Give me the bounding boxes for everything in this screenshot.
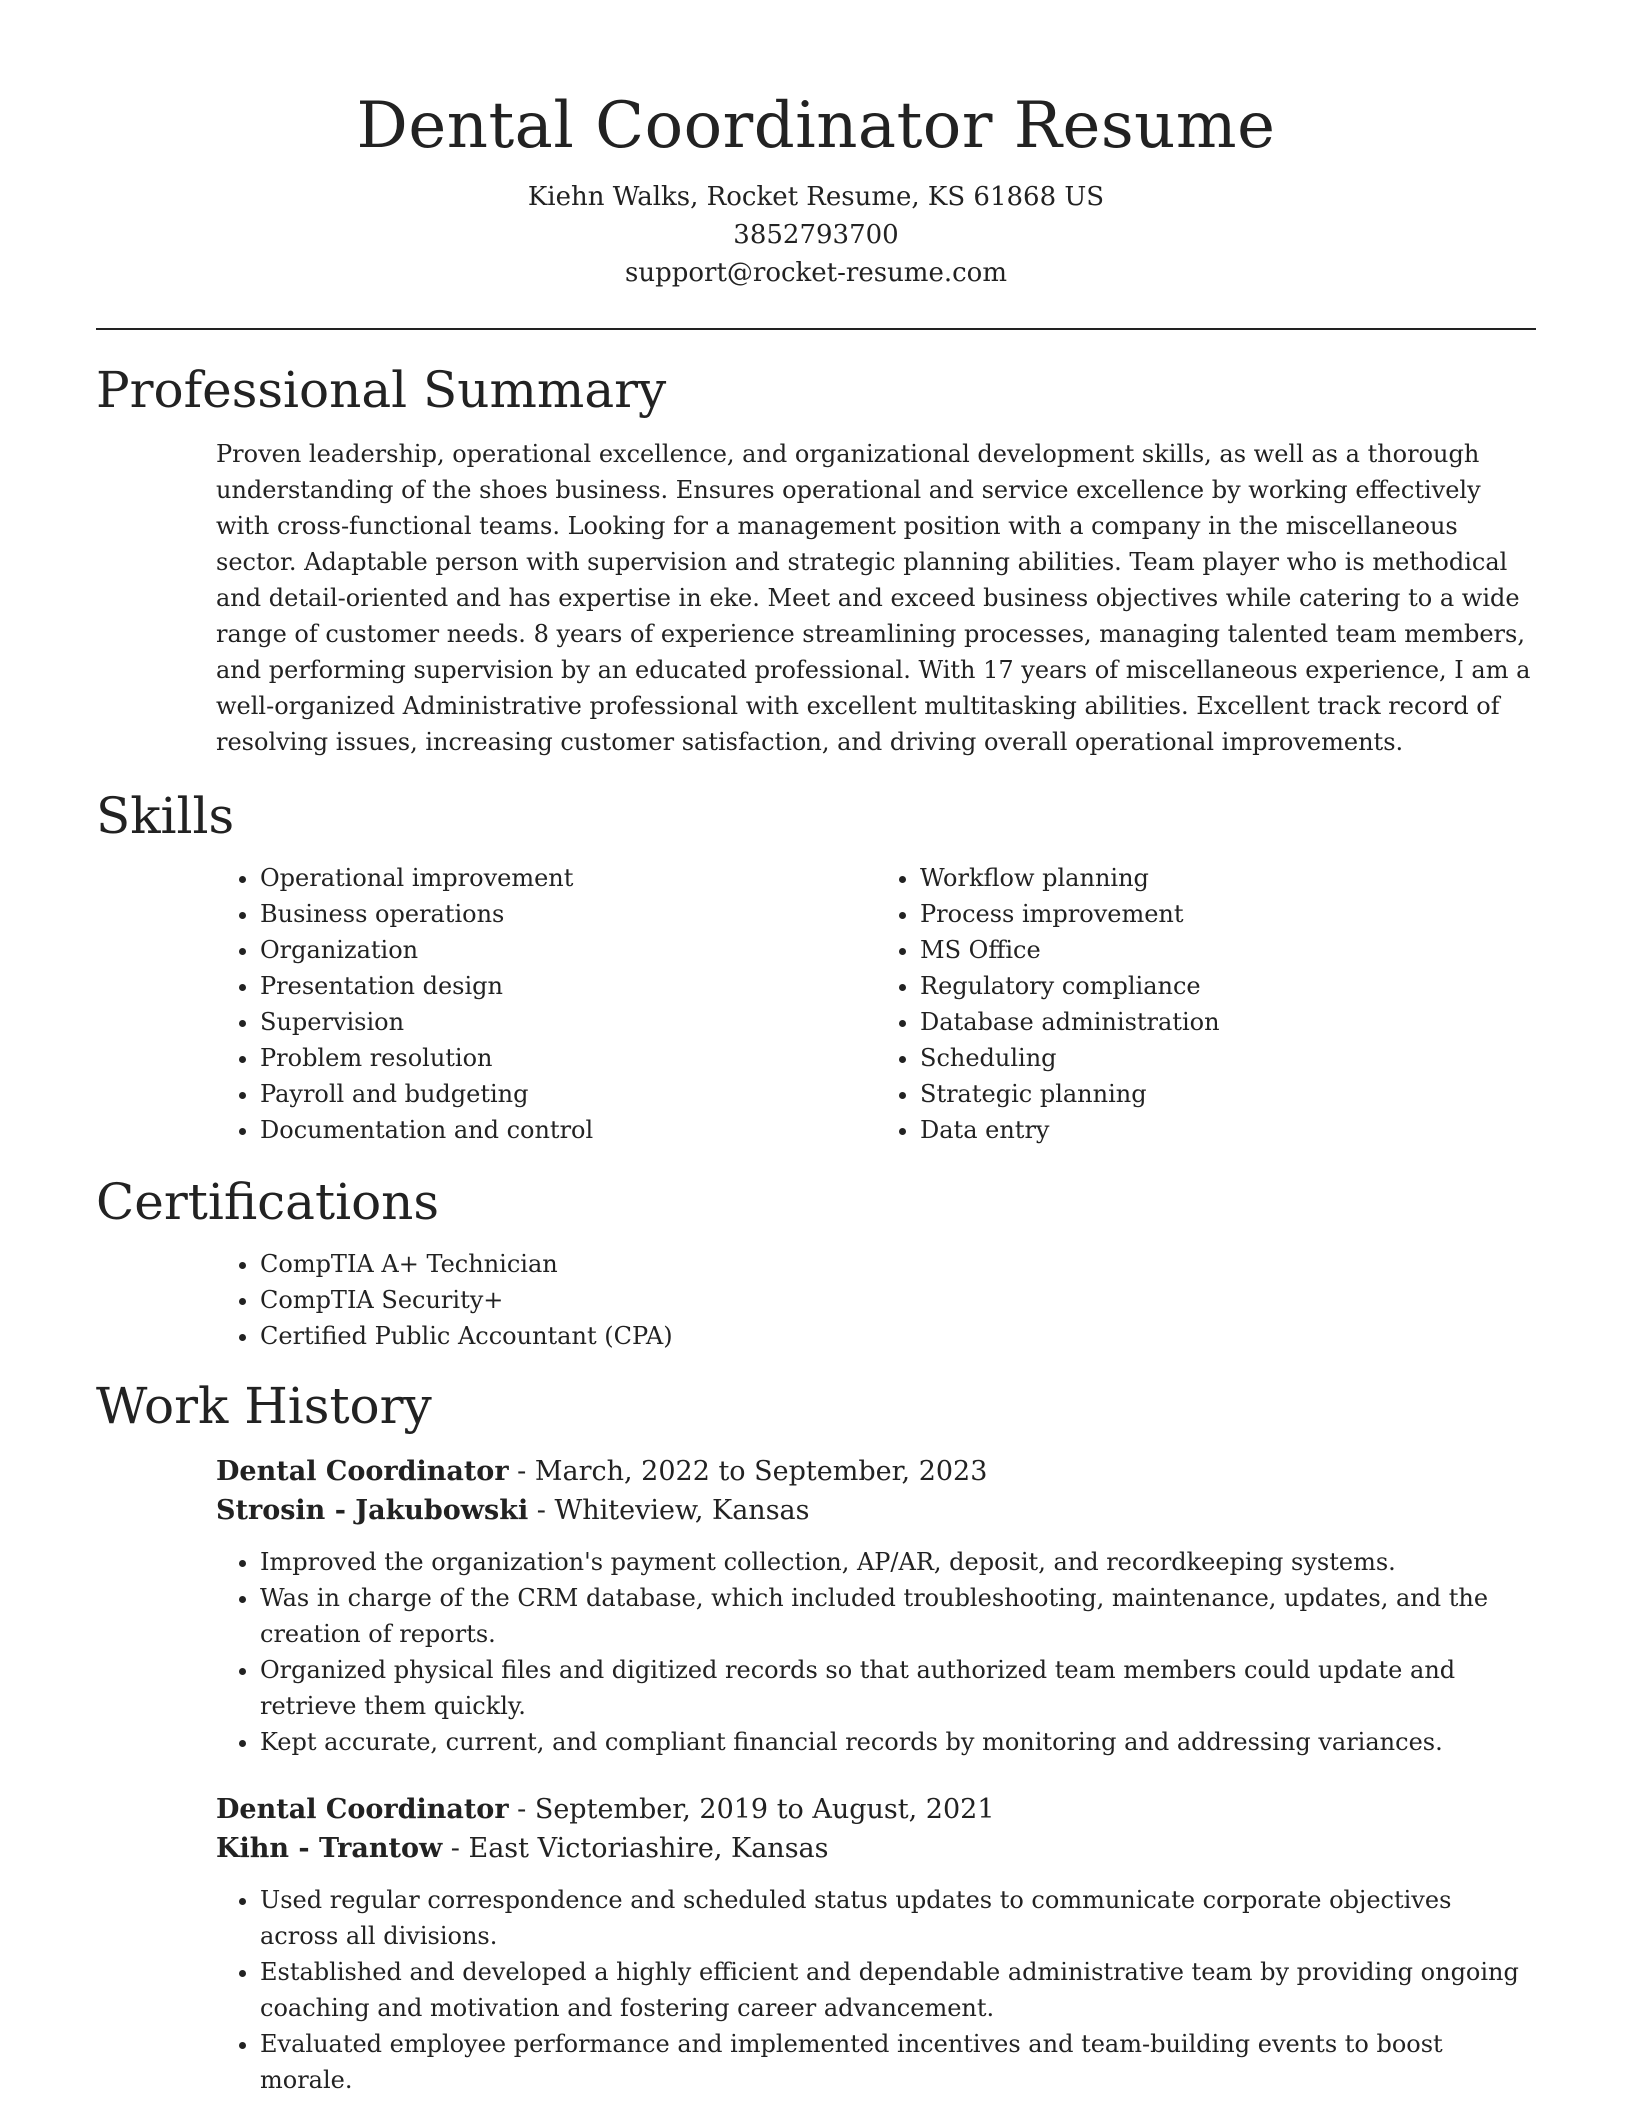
job-company-line <box>216 1491 1536 1530</box>
job-title: Dental Coordinator <box>216 1794 509 1825</box>
skill-item: • Regulatory compliance <box>920 968 1536 1004</box>
skill-item: • Organization <box>260 932 876 968</box>
skill-item: • Scheduling <box>920 1040 1536 1076</box>
skill-item: • Process improvement <box>920 896 1536 932</box>
contact-email: support@rocket-resume.com <box>624 258 1007 288</box>
job-title: Dental Coordinator <box>216 1456 509 1487</box>
skill-item: • Operational improvement <box>260 860 876 896</box>
job-company: Strosin - Jakubowski <box>216 1495 529 1526</box>
certification-item: • CompTIA Security+ <box>260 1282 1536 1318</box>
skill-item: • Problem resolution <box>260 1040 876 1076</box>
summary-text: Proven leadership, operational excellence, and organizational development skills, as well as a thorough understanding of the shoes business. Ensures operational and service excellence by working effectively with cross-functional teams. Looking for a management position with a company in the miscellaneous sector. Adaptable person with supervision and strategic planning abilities. Team player who is methodical and detail-oriented and has expertise in eke. Meet and exceed business objectives while catering to a wide range of customer needs. 8 years of experience streamlining processes, managing talented team members, and performing supervision by an educated professional. With 17 years of miscellaneous experience, I am a well-organized Administrative professional with excellent multitasking abilities. Excellent track record of resolving issues, increasing customer satisfaction, and driving overall operational improvements. <box>216 440 1531 756</box>
job-dates: - September, 2019 to August, 2021 <box>508 1794 995 1825</box>
skill-item: • Strategic planning <box>920 1076 1536 1112</box>
certifications-heading: Certifications <box>96 1173 440 1231</box>
skill-item: • Data entry <box>920 1112 1536 1148</box>
work-history-section <box>96 1374 1536 2098</box>
work-history-heading: Work History <box>96 1377 432 1435</box>
job-duty: • Established and developed a highly efficient and dependable administrative team by providing ongoing coaching and motivation and fostering career advancement. <box>260 1954 1536 2026</box>
skill-item: • Payroll and budgeting <box>260 1076 876 1112</box>
job-duty: • Kept accurate, current, and compliant financial records by monitoring and addressing variances. <box>260 1724 1536 1760</box>
skills-heading: Skills <box>96 787 235 845</box>
job-company-line <box>216 1829 1536 1868</box>
skill-item: • Supervision <box>260 1004 876 1040</box>
skills-list-left <box>216 860 876 1148</box>
skills-columns <box>216 860 1536 1148</box>
skill-item: • Database administration <box>920 1004 1536 1040</box>
certification-item: • CompTIA A+ Technician <box>260 1246 1536 1282</box>
job-company: Kihn - Trantow <box>216 1833 443 1864</box>
certification-item: • Certified Public Accountant (CPA) <box>260 1318 1536 1354</box>
job-duty: • Used regular correspondence and scheduled status updates to communicate corporate objectives across all divisions. <box>260 1882 1536 1954</box>
job-title-line <box>216 1790 1536 1829</box>
summary-heading: Professional Summary <box>96 361 667 419</box>
job-entry <box>216 1452 1536 1760</box>
job-title-line <box>216 1452 1536 1491</box>
job-duties-list <box>216 1544 1536 1760</box>
skill-item: • MS Office <box>920 932 1536 968</box>
skills-list-right <box>876 860 1536 1148</box>
skill-item: • Business operations <box>260 896 876 932</box>
certifications-section <box>96 1170 1536 1354</box>
job-entry <box>216 1790 1536 2098</box>
certifications-list <box>216 1246 1536 1354</box>
skills-section <box>96 784 1536 1148</box>
skill-item: • Workflow planning <box>920 860 1536 896</box>
document-title: Dental Coordinator Resume <box>356 89 1276 163</box>
header-divider <box>96 328 1536 330</box>
skill-item: • Documentation and control <box>260 1112 876 1148</box>
resume-page <box>96 0 1536 2098</box>
job-duty: • Was in charge of the CRM database, which included troubleshooting, maintenance, updates, and the creation of reports. <box>260 1580 1536 1652</box>
contact-phone: 3852793700 <box>733 220 899 250</box>
job-duty: • Improved the organization's payment collection, AP/AR, deposit, and recordkeeping systems. <box>260 1544 1536 1580</box>
job-location: - East Victoriashire, Kansas <box>442 1833 829 1864</box>
contact-address: Kiehn Walks, Rocket Resume, KS 61868 US <box>527 182 1105 212</box>
summary-section <box>96 358 1536 760</box>
resume-header <box>96 0 1536 292</box>
job-duty: • Evaluated employee performance and implemented incentives and team-building events to boost morale. <box>260 2026 1536 2098</box>
contact-info <box>96 178 1536 292</box>
job-location: - Whiteview, Kansas <box>528 1495 810 1526</box>
skill-item: • Presentation design <box>260 968 876 1004</box>
job-dates: - March, 2022 to September, 2023 <box>508 1456 988 1487</box>
job-duty: • Organized physical files and digitized records so that authorized team members could update and retrieve them quickly. <box>260 1652 1536 1724</box>
job-duties-list <box>216 1882 1536 2098</box>
